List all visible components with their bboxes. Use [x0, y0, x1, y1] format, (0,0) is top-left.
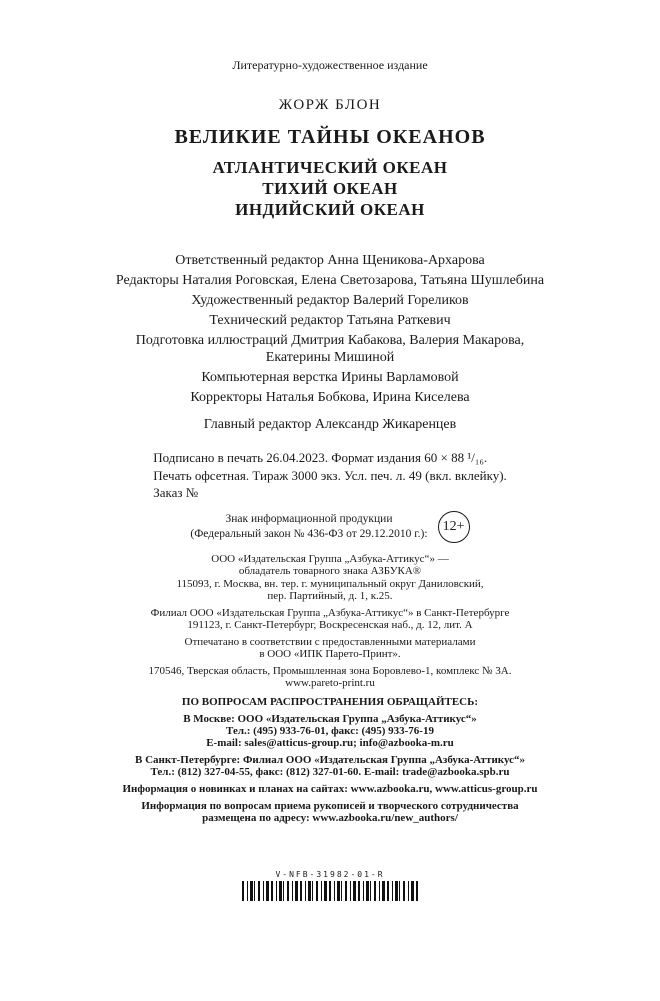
- distribution-line: В Санкт-Петербурге: Филиал ООО «Издательская Группа „Азбука-Аттикус“»: [134, 753, 526, 766]
- barcode: [0, 870, 660, 901]
- publisher-spb-branch-block: [0, 607, 660, 632]
- edition-note: Литературно-художественное издание: [232, 58, 428, 72]
- credit-line: Подготовка иллюстраций Дмитрия Кабакова, Валерия Макарова, Екатерины Мишиной: [135, 333, 525, 365]
- manuscripts-info-block: [0, 800, 660, 824]
- book-subtitle-atlantic: АТЛАНТИЧЕСКИЙ ОКЕАН: [212, 158, 448, 177]
- credit-line: Корректоры Наталья Бобкова, Ирина Киселева: [190, 390, 470, 405]
- credit-line: Ответственный редактор Анна Щеникова-Архарова: [175, 253, 485, 268]
- publisher-line: 191123, г. Санкт-Петербург, Воскресенская наб., д. 12, лит. А: [187, 619, 473, 631]
- print-info-line: Печать офсетная. Тираж 3000 экз. Усл. печ. л. 49 (вкл. вклейку).: [153, 467, 507, 483]
- distribution-line: Тел.: (495) 933-76-01, факс: (495) 933-76-19: [226, 724, 434, 737]
- barcode-text: V-NFB-31982-01-R: [275, 869, 385, 879]
- publisher-line: 170546, Тверская область, Промышленная зона Боровлево-1, комплекс № 3А.: [148, 664, 512, 677]
- credit-line: Компьютерная верстка Ирины Варламовой: [201, 370, 459, 385]
- barcode-bars: [242, 881, 418, 901]
- credit-line: Редакторы Наталия Роговская, Елена Светозарова, Татьяна Шушлебина: [115, 273, 545, 288]
- age-mark-text: [190, 512, 427, 541]
- publisher-line: в ООО «ИПК Парето-Принт».: [259, 648, 401, 660]
- news-info-line: Информация о новинках и планах на сайтах: www.azbooka.ru, www.atticus-group.ru: [122, 782, 538, 795]
- credits-section: [0, 252, 660, 433]
- book-title: ВЕЛИКИЕ ТАЙНЫ ОКЕАНОВ: [174, 126, 486, 148]
- distribution-line: размещена по адресу: www.azbooka.ru/new_authors/: [202, 811, 458, 824]
- credit-line: Художественный редактор Валерий Гореликов: [191, 293, 469, 308]
- book-subtitle-pacific: ТИХИЙ ОКЕАН: [262, 179, 398, 198]
- age-mark-line: Знак информационной продукции: [225, 513, 393, 525]
- age-mark-section: [0, 511, 660, 543]
- distribution-moscow-block: [0, 713, 660, 749]
- print-info-line: Заказ №: [153, 485, 199, 500]
- print-info-section: [153, 449, 507, 502]
- publisher-line: пер. Партийный, д. 1, к.25.: [267, 590, 393, 602]
- print-info-line: Подписано в печать 26.04.2023. Формат издания 60 × 88 ¹/₁₆.: [153, 450, 488, 465]
- publisher-line: Отпечатано в соответствии с предоставленными материалами: [184, 635, 476, 648]
- age-mark-line: (Федеральный закон № 436-ФЗ от 29.12.2010 г.):: [190, 527, 428, 540]
- distribution-line: Информация по вопросам приема рукописей и творческого сотрудничества: [141, 799, 519, 812]
- distribution-section: [0, 696, 660, 824]
- publisher-azbuka-block: [0, 553, 660, 603]
- distribution-heading: ПО ВОПРОСАМ РАСПРОСТРАНЕНИЯ ОБРАЩАЙТЕСЬ:: [181, 695, 479, 708]
- printer-address-block: [0, 665, 660, 690]
- distribution-spb-block: [0, 754, 660, 778]
- distribution-line: Тел.: (812) 327-04-55, факс: (812) 327-01-60. E-mail: trade@azbooka.spb.ru: [150, 765, 510, 778]
- age-rating-badge: 12+: [438, 511, 470, 543]
- credit-line: Технический редактор Татьяна Раткевич: [209, 313, 451, 328]
- publisher-line: 115093, г. Москва, вн. тер. г. муниципальный округ Даниловский,: [176, 577, 484, 590]
- distribution-line: В Москве: ООО «Издательская Группа „Азбука-Аттикус“»: [183, 712, 477, 725]
- chief-editor-line: Главный редактор Александр Жикаренцев: [203, 417, 457, 432]
- printed-by-block: [0, 636, 660, 661]
- publisher-line: ООО «Издательская Группа „Азбука-Аттикус“» —: [211, 552, 449, 565]
- publisher-section: [0, 553, 660, 690]
- printer-url: www.pareto-print.ru: [285, 677, 375, 689]
- publisher-line: Филиал ООО «Издательская Группа „Азбука-Аттикус“» в Санкт-Петербурге: [150, 606, 510, 619]
- book-subtitle-indian: ИНДИЙСКИЙ ОКЕАН: [235, 200, 425, 219]
- publisher-line: обладатель товарного знака АЗБУКА®: [238, 565, 422, 577]
- book-author: ЖОРЖ БЛОН: [278, 97, 382, 113]
- distribution-line: E-mail: sales@atticus-group.ru; info@azbooka-m.ru: [206, 736, 454, 749]
